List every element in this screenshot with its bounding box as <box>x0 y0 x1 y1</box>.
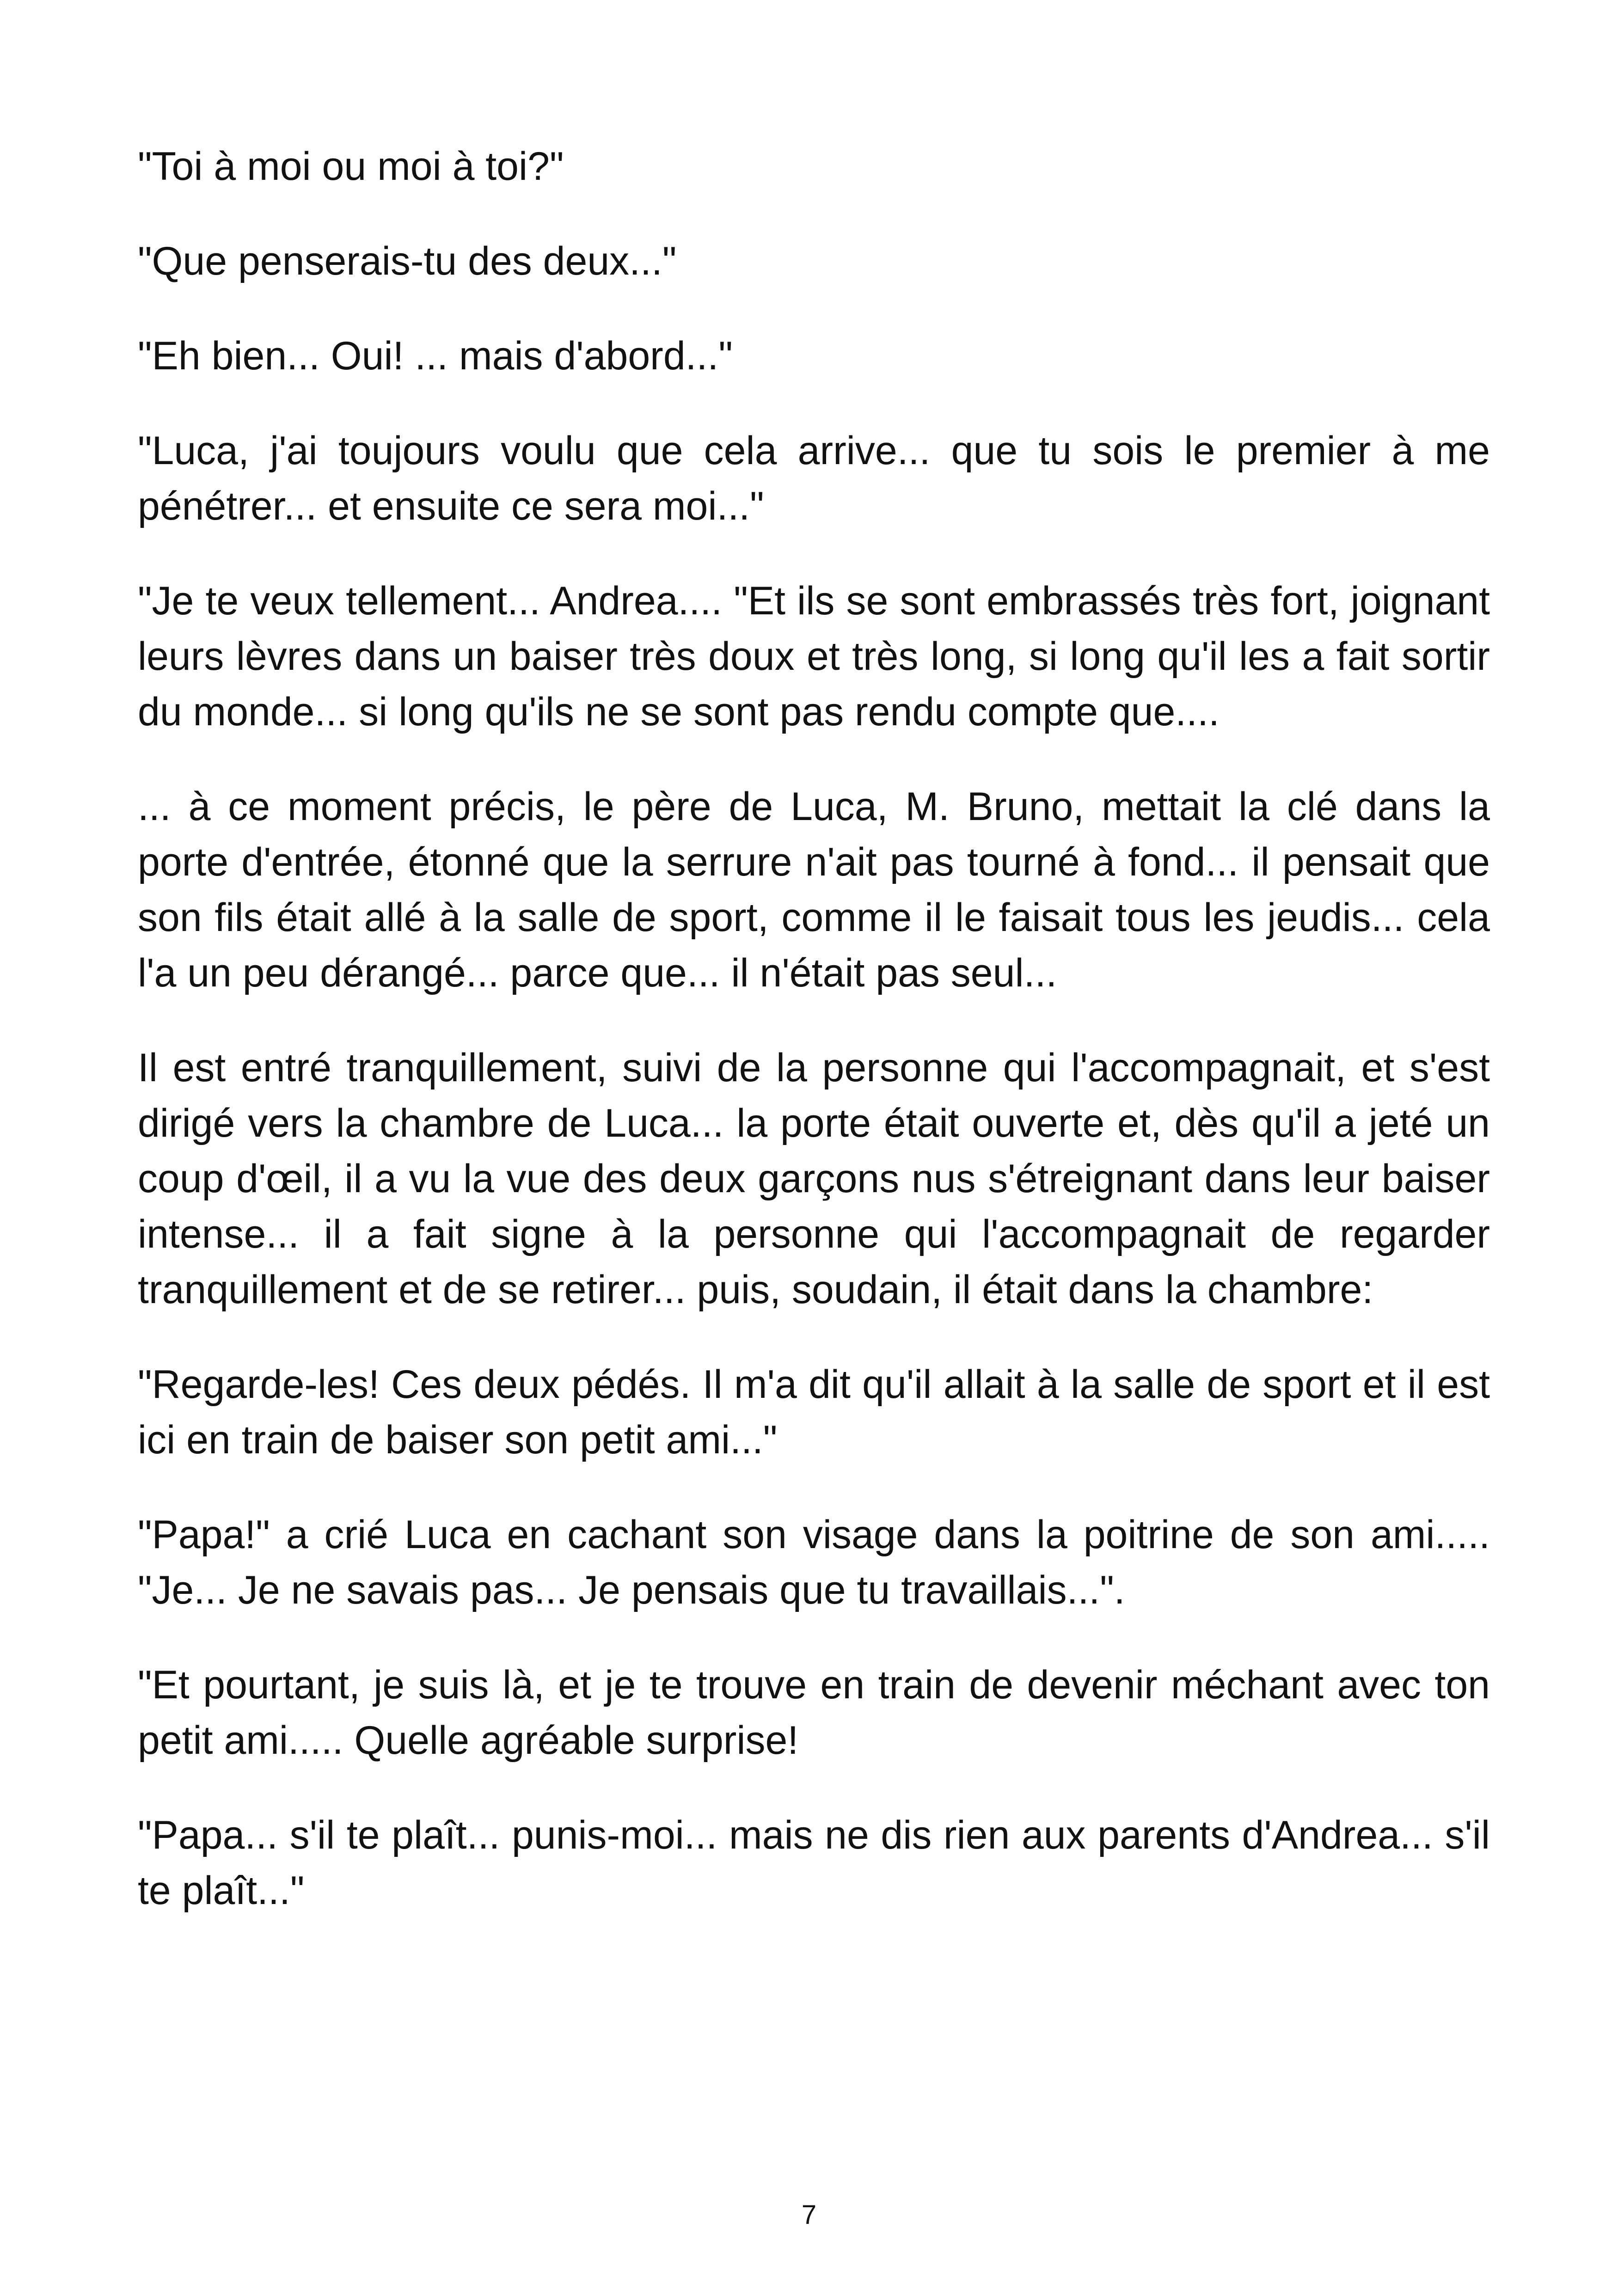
paragraph: "Papa... s'il te plaît... punis-moi... mais ne dis rien aux parents d'Andrea... s'il te plaît..." <box>138 1813 1490 1913</box>
paragraph: "Regarde-les! Ces deux pédés. Il m'a dit qu'il allait à la salle de sport et il est ici en train de baiser son petit ami..." <box>138 1362 1490 1462</box>
paragraph: "Eh bien... Oui! ... mais d'abord..." <box>138 334 733 378</box>
paragraph: "Papa!" a crié Luca en cachant son visage dans la poitrine de son ami..... "Je... Je ne savais pas... Je pensais que tu travaillais...". <box>138 1512 1490 1612</box>
body-text <box>138 139 1490 1958</box>
paragraph: "Je te veux tellement... Andrea.... "Et ils se sont embrassés très fort, joignant leurs lèvres dans un baiser très doux et très long, si long qu'il les a fait sortir du monde... si long qu'ils ne se sont pas rendu compte que.... <box>138 579 1490 734</box>
paragraph: Il est entré tranquillement, suivi de la personne qui l'accompagnait, et s'est dirigé vers la chambre de Luca... la porte était ouverte et, dès qu'il a jeté un coup d'œil, il a vu la vue des deux garçons nus s'étreignant dans leur baiser intense... il a fait signe à la personne qui l'accompagnait de regarder tranquillement et de se retirer... puis, soudain, il était dans la chambre: <box>138 1046 1490 1312</box>
paragraph: "Et pourtant, je suis là, et je te trouve en train de devenir méchant avec ton petit ami..... Quelle agréable surprise! <box>138 1663 1490 1763</box>
paragraph: "Luca, j'ai toujours voulu que cela arrive... que tu sois le premier à me pénétrer... et ensuite ce sera moi..." <box>138 429 1490 528</box>
paragraph: "Que penserais-tu des deux..." <box>138 239 677 283</box>
page-number: 7 <box>801 2200 817 2230</box>
paragraph: ... à ce moment précis, le père de Luca, M. Bruno, mettait la clé dans la porte d'entrée, étonné que la serrure n'ait pas tourné à fond... il pensait que son fils était allé à la salle de sport, comme il le faisait tous les jeudis... cela l'a un peu dérangé... parce que... il n'était pas seul... <box>138 784 1490 995</box>
paragraph: "Toi à moi ou moi à toi?" <box>138 144 564 189</box>
